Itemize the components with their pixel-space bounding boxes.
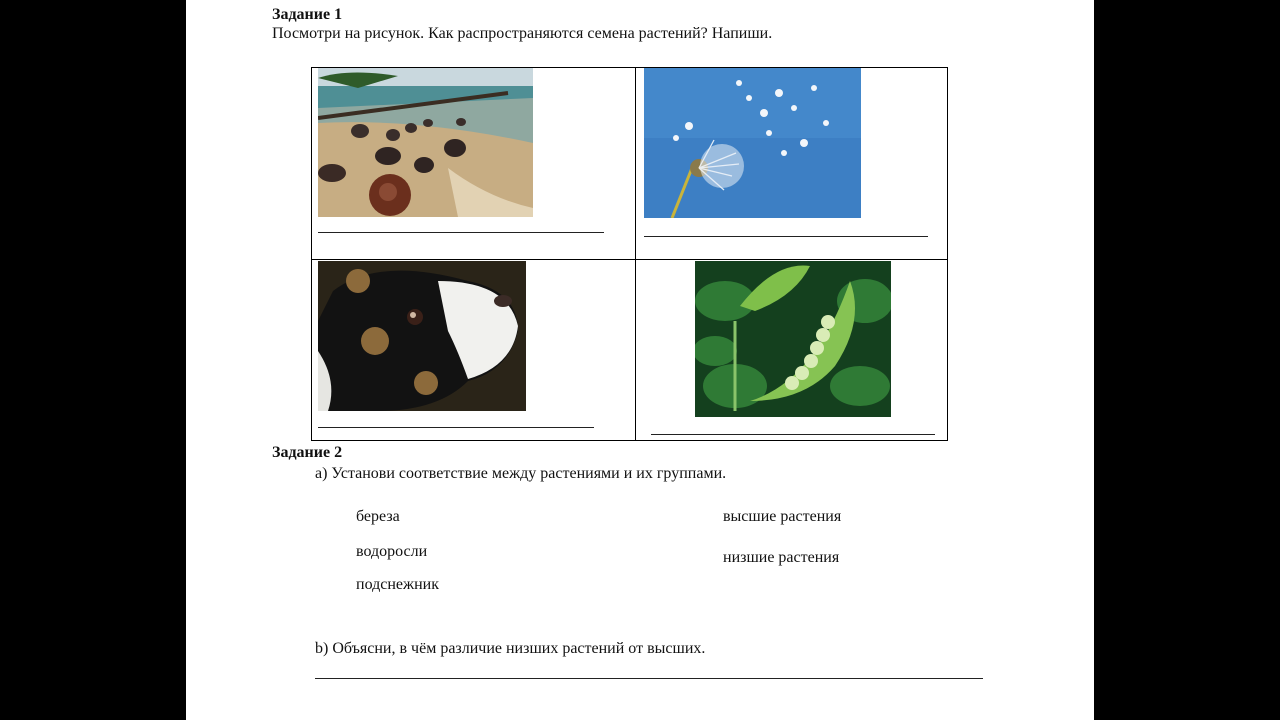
task2-title: Задание 2 (272, 444, 343, 461)
group-item: высшие растения (723, 508, 842, 525)
task1-title: Задание 1 (272, 6, 343, 23)
answer-line-1 (318, 232, 604, 233)
answer-line-part-b (315, 678, 983, 679)
image-grid (311, 67, 948, 441)
plant-item: подснежник (356, 576, 439, 593)
plant-item: водоросли (356, 543, 428, 560)
task2-part-a: а) Установи соответствие между растениями и их группами. (315, 465, 727, 482)
answer-line-3 (318, 427, 594, 428)
dandelion-seeds-image (644, 68, 861, 218)
coconut-beach-image (318, 68, 533, 217)
task2-part-b: b) Объясни, в чём различие низших растений от высших. (315, 640, 706, 657)
answer-line-2 (644, 236, 928, 237)
pea-pod-image (695, 261, 891, 417)
worksheet-page (186, 0, 1094, 720)
task1-instruction: Посмотри на рисунок. Как распространяются семена растений? Напиши. (272, 25, 773, 42)
answer-line-4 (651, 434, 935, 435)
plant-item: береза (356, 508, 400, 525)
group-item: низшие растения (723, 549, 840, 566)
grid-horizontal-divider (312, 259, 947, 260)
grid-vertical-divider (635, 68, 636, 440)
dog-with-burrs-image (318, 261, 526, 411)
